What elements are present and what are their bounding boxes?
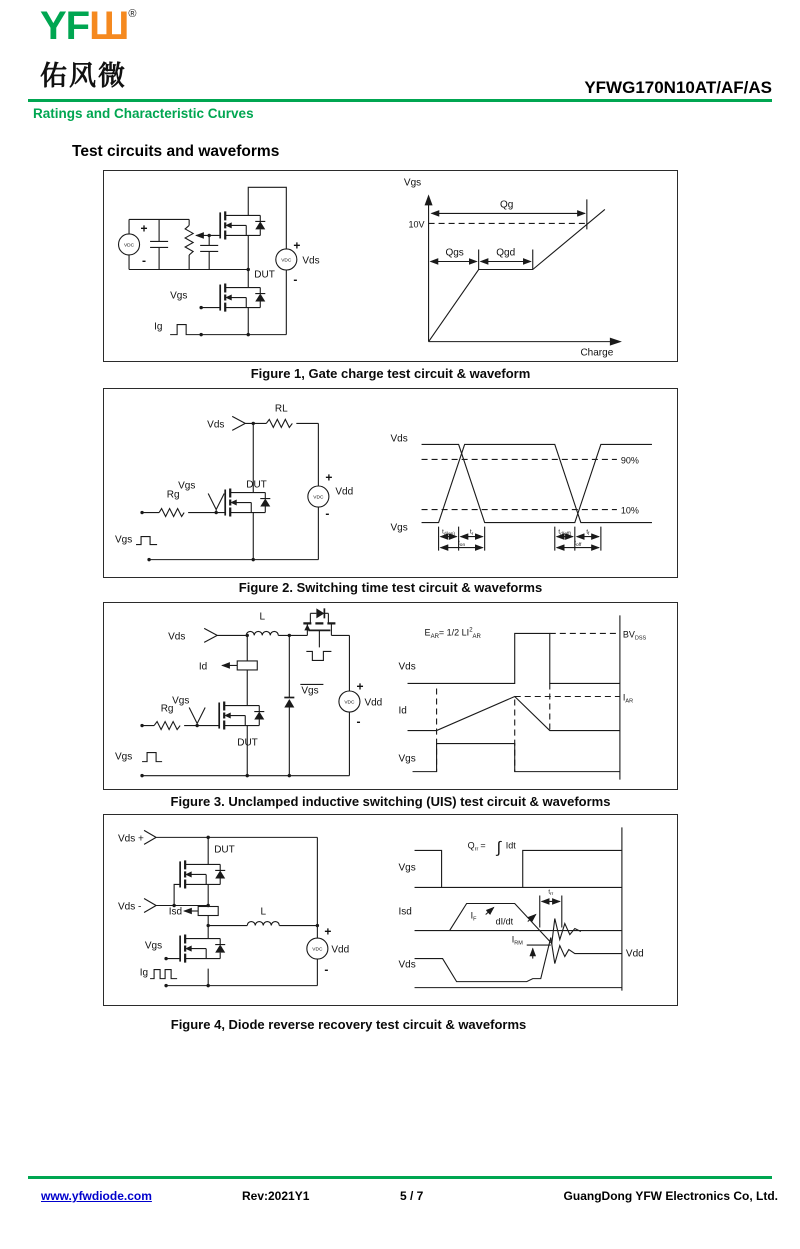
vgs-lane-label: Vgs [398,862,416,874]
vdd-source-label: VDC [312,947,323,953]
td-on-label: $t_{d(on)}$ [442,529,456,538]
logo-yf-text: YF [40,4,90,48]
id-lane-label: Id [398,705,407,717]
minus-label: - [293,272,298,287]
bvdss-label: $BV_{DSS}$ [622,629,647,642]
ig-label: Ig [154,321,163,333]
website-link[interactable]: www.yfwdiode.com [41,1189,152,1203]
id-current-sensor [237,661,257,670]
dut-mosfet-symbol [180,860,225,888]
idt-label: Idt [505,840,516,851]
plus-label: + [324,924,332,939]
tf-label: $t_f$ [586,529,590,538]
isd-current-sensor [198,906,218,915]
irm-label: $I_{RM}$ [511,934,523,947]
vgs-label: Vgs [144,940,163,952]
driver-mosfet-symbol [180,935,225,963]
figure1-drawing [104,171,677,361]
ig-pulse-and-rail [170,325,286,335]
if-label: $I_F$ [470,910,477,923]
part-number: YFWG170N10AT/AF/AS [584,78,772,97]
minus-label: - [142,253,147,268]
integral-sign: ∫ [496,838,502,857]
vds-minus-probe-label: Vds - [118,901,142,913]
fig3-uis-waveform [399,615,647,779]
id-label: Id [198,661,208,673]
vgs-probe-label: Vgs [178,480,196,492]
vds-label: Vds [302,255,320,267]
yfw-logo [40,4,136,48]
ten-volt-label: 10V [408,219,425,230]
rg-label: Rg [166,489,180,501]
figure1-panel [103,170,678,362]
td-off-label: $t_{d(off)}$ [558,529,572,538]
fig4-reverse-recovery-circuit [118,830,349,987]
vds-plus-probe-label: Vds + [118,833,144,845]
fig1-gate-charge-circuit [119,187,320,336]
logo-w-glyph: Ш [89,4,129,48]
ig-double-pulse-glyph [150,970,177,979]
figure4-drawing [104,815,677,1005]
figure2-caption: Figure 2. Switching time test circuit & waveforms [238,580,543,595]
figure4-panel [103,814,678,1006]
vds-source-label: VDC [281,258,292,264]
vdd-label: Vdd [335,486,354,498]
page-number: 5 / 7 [400,1189,424,1203]
fig2-switching-time-circuit [115,403,353,561]
inductor-coil [246,631,278,635]
vdd-label: Vdd [331,944,350,956]
figure3-panel [103,602,678,790]
vds-trace [408,633,620,683]
minus-label: - [324,962,329,977]
ear-equation: $E_{AR}= 1/2$ $LI^2_{AR}$ [424,627,481,640]
page-title: Test circuits and waveforms [72,143,280,160]
ninety-percent-label: 90% [620,455,639,466]
ton-label: $t_{on}$ [458,540,466,549]
dut-mosfet-symbol [225,489,270,517]
vds-trace [422,444,652,522]
freewheel-diode [284,699,294,708]
vgs-trace [413,744,620,772]
inductor-label: L [260,906,267,918]
figure4-caption: Figure 4, Diode reverse recovery test circuit & waveforms [170,1017,527,1032]
logo-chinese-name: 佑风微 [40,61,127,91]
minus-label: - [325,506,330,521]
vds-lane-label: Vds [398,959,416,971]
vgs-label: Vgs [170,290,188,302]
upper-mosfet-symbol [220,211,265,239]
fig4-reverse-recovery-waveform [399,827,644,990]
id-trace [408,697,620,731]
dut-label: DUT [254,269,275,281]
didt-label: dI/dt [495,916,514,927]
vgs-charge-curve [429,209,605,341]
isd-trace [450,903,581,943]
vgs-input-label: Vgs [115,751,133,763]
qgd-label: Qgd [496,247,516,259]
fig2-switching-waveform [391,433,652,550]
fig1-gate-charge-waveform [404,177,622,358]
dut-mosfet-symbol [220,284,265,312]
inverted-gate-pulse-glyph [306,651,331,660]
tr-label: $t_r$ [470,529,474,538]
vgs-input-label: Vgs [115,534,133,546]
ten-percent-label: 10% [620,505,639,516]
vgs-pulse-glyph [136,537,157,545]
plus-label: + [325,470,333,485]
plus-label: + [293,238,301,253]
vds-lane-label: Vds [390,433,408,445]
vgs-trace [415,850,622,887]
vgs-lane-label: Vgs [390,522,408,534]
vdd-level-label: Vdd [625,948,644,960]
rg-resistor [159,509,184,517]
figure1-caption: Figure 1, Gate charge test circuit & waveform [250,366,531,381]
header-divider [28,99,772,102]
minus-label: - [356,714,361,729]
vds-probe-label: Vds [168,631,186,643]
company-name: GuangDong YFW Electronics Co, Ltd. [563,1189,778,1203]
section-heading: Ratings and Characteristic Curves [33,106,254,121]
rl-label: RL [274,403,288,415]
vdd-source-label: VDC [313,495,324,501]
inductor-coil [247,922,279,926]
rg-label: Rg [160,703,174,715]
rg-resistor [154,722,180,730]
vdc-source-label: VDC [123,243,135,249]
vgs-probe-label: Vgs [172,695,190,707]
plus-label: + [140,221,148,236]
registered-mark: ® [128,8,137,20]
vds-probe-label: Vds [207,419,225,431]
fig3-uis-circuit [115,608,382,777]
dut-label: DUT [246,479,267,491]
vgs-pulse-glyph [142,753,162,762]
vgs-axis-label: Vgs [403,177,422,189]
figure3-drawing [104,603,677,789]
vdd-source-label: VDC [344,700,355,706]
dut-label: DUT [214,844,235,856]
trr-label: $t_{rr}$ [548,889,554,897]
plus-label: + [356,679,364,694]
revision-label: Rev:2021Y1 [242,1189,310,1203]
inductor-label: L [259,611,266,623]
footer-divider [28,1176,772,1179]
figure3-caption: Figure 3. Unclamped inductive switching (UIS) test circuit & waveforms [170,794,611,809]
potentiometer [185,225,193,255]
dut-label: DUT [237,737,258,749]
vds-lane-label: Vds [398,661,416,673]
qrr-equation: $Q_{rr}$ = [467,840,486,853]
vgs-bar-label: Vgs [301,685,319,697]
vgs-lane-label: Vgs [398,753,416,765]
isd-label: Isd [168,906,183,918]
ig-label: Ig [139,967,149,979]
figure2-panel [103,388,678,578]
rl-resistor [266,419,292,427]
figure2-drawing [104,389,677,577]
charge-axis-label: Charge [580,347,614,359]
toff-label: $t_{off}$ [574,540,582,549]
vgs-trace [422,444,652,522]
qgs-label: Qgs [445,247,464,259]
vdd-label: Vdd [364,697,383,709]
isd-lane-label: Isd [398,906,412,918]
dut-mosfet-symbol [219,702,264,730]
iar-label: $I_{AR}$ [622,692,634,705]
qg-label: Qg [500,199,514,211]
